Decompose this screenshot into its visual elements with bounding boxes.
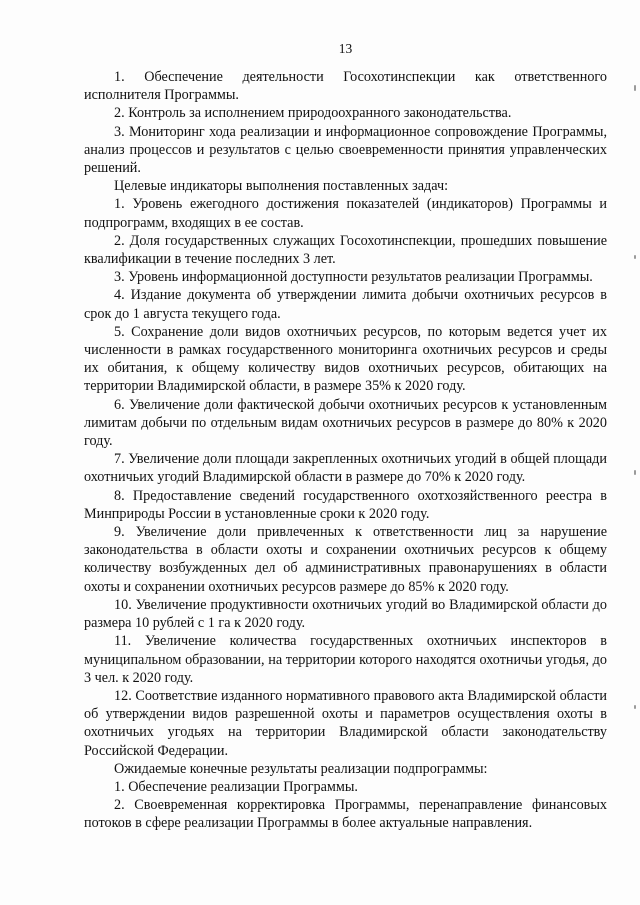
paragraph-indicator-8: 8. Предоставление сведений государственного охотхозяйственного реестра в Минприроды России в установленные сроки к 2020 году. [84, 487, 607, 522]
scan-edge-mark [634, 705, 636, 709]
paragraph-indicator-5: 5. Сохранение доли видов охотничьих ресурсов, по которым ведется учет их численности в рамках государственного мониторинга охотничьих ресурсов и среды их обитания, к общему количеству видов охотничьих ресурсов, обитающих на территории Владимирской области, в размере 35% к 2020 году. [84, 323, 607, 395]
paragraph-indicator-9: 9. Увеличение доли привлеченных к ответственности лиц за нарушение законодательства в области охоты и сохранении охотничьих ресурсов к общему количеству возбужденных дел об административных правонарушениях в области охоты и сохранении охотничьих ресурсов размере до 85% к 2020 году. [84, 524, 607, 595]
paragraph-indicator-10: 10. Увеличение продуктивности охотничьих угодий во Владимирской области до размера 10 рублей с 1 га к 2020 году. [84, 596, 607, 632]
paragraph-indicator-2: 2. Доля государственных служащих Госохотинспекции, прошедших повышение квалификации в течение последних 3 лет. [84, 232, 607, 268]
scan-edge-mark [634, 255, 636, 259]
paragraph-indicator-3: 3. Уровень информационной доступности результатов реализации Программы. [114, 269, 593, 286]
paragraph-results-heading: Ожидаемые конечные результаты реализации подпрограммы: [114, 760, 488, 777]
page-number: 13 [338, 41, 353, 56]
paragraph-result-2: 2. Своевременная корректировка Программы, перенаправление финансовых потоков в сфере реализации Программы в более актуальные направления. [84, 797, 607, 832]
paragraph-indicator-12: 12. Соответствие изданного нормативного правового акта Владимирской области об утверждении видов разрешенной охоты и параметров осуществления охоты в охотничьих угодьях на территории Владимирской области законодательству Российской Федерации. [84, 687, 607, 759]
paragraph-task-2: 2. Контроль за исполнением природоохранного законодательства. [114, 105, 512, 122]
paragraph-indicator-11: 11. Увеличение количества государственных охотничьих инспекторов в муниципальном образовании, на территории которого находятся охотничьи угодья, до 3 чел. к 2020 году. [84, 633, 607, 686]
paragraph-result-1: 1. Обеспечение реализации Программы. [114, 778, 358, 795]
document-body [84, 68, 607, 833]
paragraph-indicator-7: 7. Увеличение доли площади закрепленных охотничьих угодий в общей площади охотничьих угодий Владимирской области в размере до 70% к 2020 году. [84, 451, 607, 486]
paragraph-task-3: 3. Мониторинг хода реализации и информационное сопровождение Программы, анализ процессов и результатов с целью своевременности принятия управленческих решений. [84, 123, 607, 177]
paragraph-indicator-1: 1. Уровень ежегодного достижения показателей (индикаторов) Программы и подпрограмм, входящих в ее состав. [84, 196, 607, 231]
scan-edge-mark [634, 470, 636, 475]
scan-edge-mark [634, 85, 636, 91]
paragraph-task-1: 1. Обеспечение деятельности Госохотинспекции как ответственного исполнителя Программы. [84, 69, 607, 104]
paragraph-indicator-4: 4. Издание документа об утверждении лимита добычи охотничьих ресурсов в срок до 1 августа текущего года. [84, 287, 607, 322]
paragraph-indicator-6: 6. Увеличение доли фактической добычи охотничьих ресурсов к установленным лимитам добычи по отдельным видам охотничьих ресурсов в размере до 80% к 2020 году. [84, 396, 607, 450]
paragraph-indicators-heading: Целевые индикаторы выполнения поставленных задач: [114, 178, 449, 195]
